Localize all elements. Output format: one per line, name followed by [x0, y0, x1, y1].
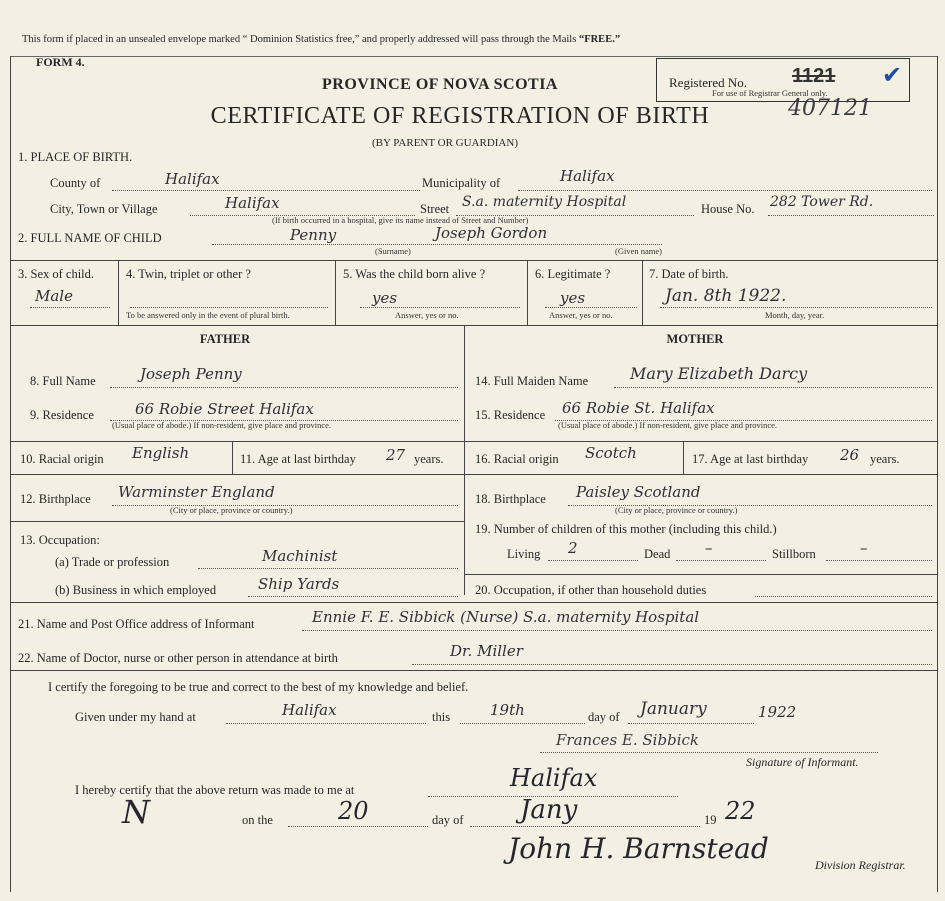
- registrar-general-note: For use of Registrar General only.: [712, 88, 828, 98]
- registered-no-label: Registered No.: [669, 75, 747, 90]
- mother-name-label: 14. Full Maiden Name: [475, 374, 589, 388]
- certify-text: I certify the foregoing to be true and correct to the best of my knowledge and belief.: [48, 680, 469, 694]
- trade-label: (a) Trade or profession: [55, 555, 170, 569]
- county-label: County of: [50, 176, 101, 190]
- hospital-note: (If birth occurred in a hospital, give its name instead of Street and Number): [272, 215, 529, 225]
- mother-birthplace-label: 18. Birthplace: [475, 492, 546, 506]
- father-birthplace-note: (City or place, province or country.): [170, 505, 293, 515]
- given-day-line: [460, 723, 585, 724]
- father-birthplace-value: Warminster England: [118, 483, 275, 501]
- registrar-day-line: [288, 826, 428, 827]
- municipality-line: [518, 190, 932, 191]
- registrar-month-value: Jany: [520, 795, 578, 825]
- child-name-label: 2. FULL NAME OF CHILD: [18, 231, 162, 245]
- registrar-place-value: Halifax: [510, 764, 598, 792]
- child-name-line: [212, 244, 662, 245]
- living-label: Living: [507, 547, 541, 561]
- doctor-line: [412, 664, 932, 665]
- place-of-birth-heading: 1. PLACE OF BIRTH.: [18, 150, 133, 164]
- row3-divider: [642, 260, 643, 325]
- trade-value: Machinist: [262, 547, 338, 565]
- row3-top-rule: [10, 260, 938, 261]
- business-line: [248, 596, 458, 597]
- child-surname: Penny: [290, 226, 337, 244]
- mother-racial-top: [464, 441, 938, 442]
- registrar-month-line: [470, 826, 700, 827]
- row3-divider: [118, 260, 119, 325]
- division-registrar-label: Division Registrar.: [815, 858, 906, 872]
- father-racial-top: [10, 441, 464, 442]
- father-racial-value: English: [132, 444, 190, 462]
- father-name-line: [110, 387, 458, 388]
- street-label: Street: [420, 202, 450, 216]
- sex-label: 3. Sex of child.: [18, 267, 95, 281]
- check-mark-icon: ✔: [882, 61, 903, 89]
- page-title: CERTIFICATE OF REGISTRATION OF BIRTH: [210, 103, 710, 129]
- born-alive-value: yes: [372, 289, 398, 307]
- mother-name-value: Mary Elizabeth Darcy: [630, 364, 808, 383]
- parents-divider: [464, 325, 465, 595]
- living-value: 2: [568, 539, 578, 557]
- registrar-year-prefix: 19: [704, 813, 717, 827]
- father-residence-value: 66 Robie Street Halifax: [135, 400, 314, 418]
- house-value: 282 Tower Rd.: [770, 194, 874, 210]
- date-of-birth-note: Month, day, year.: [765, 310, 825, 320]
- occupation-top-rule: [10, 521, 464, 522]
- trade-line: [198, 568, 458, 569]
- county-value: Halifax: [165, 170, 220, 188]
- occupation-mother-rule: [464, 574, 938, 575]
- top-rule: [10, 56, 938, 57]
- father-age-value: 27: [386, 446, 406, 464]
- mother-racial-bottom: [464, 474, 938, 475]
- mother-occupation-label: 20. Occupation, if other than household duties: [475, 583, 707, 597]
- page-subtitle: (BY PARENT OR GUARDIAN): [372, 137, 518, 149]
- informant-label: 21. Name and Post Office address of Informant: [18, 617, 255, 631]
- date-of-birth-line: [660, 307, 932, 308]
- city-value: Halifax: [225, 194, 280, 212]
- father-heading: FATHER: [199, 332, 251, 346]
- given-name-note: (Given name): [615, 246, 662, 256]
- dead-line: [676, 560, 766, 561]
- mother-racial-value: Scotch: [585, 444, 637, 462]
- father-residence-label: 9. Residence: [30, 408, 94, 422]
- stillborn-line: [826, 560, 932, 561]
- informant-signature-label: Signature of Informant.: [746, 755, 859, 769]
- mail-notice: This form if placed in an unsealed envelope marked “ Dominion Statistics free,” and properly addressed will pass through the Mails “FREE.”: [22, 34, 621, 45]
- date-of-birth-label: 7. Date of birth.: [649, 267, 729, 281]
- father-birthplace-label: 12. Birthplace: [20, 492, 91, 506]
- registrar-initials: N: [122, 793, 150, 831]
- father-racial-divider: [232, 441, 233, 474]
- this-label: this: [432, 710, 451, 724]
- business-label: (b) Business in which employed: [55, 583, 217, 597]
- mother-age-years: years.: [870, 452, 900, 466]
- father-racial-label: 10. Racial origin: [20, 452, 104, 466]
- certify-top-rule: [10, 670, 938, 671]
- mother-residence-label: 15. Residence: [475, 408, 546, 422]
- children-count-label: 19. Number of children of this mother (including this child.): [475, 522, 777, 536]
- row3-bottom-rule: [10, 325, 938, 326]
- city-label: City, Town or Village: [50, 202, 158, 216]
- mother-racial-divider: [683, 441, 684, 474]
- twin-note: To be answered only in the event of plural birth.: [126, 310, 290, 320]
- registrar-on-label: on the: [242, 813, 273, 827]
- given-year-value: 1922: [758, 703, 797, 721]
- registrar-day-value: 20: [338, 797, 369, 825]
- mother-birthplace-note: (City or place, province or country.): [615, 505, 738, 515]
- registrar-signature: John H. Barnstead: [508, 832, 769, 865]
- street-value: S.a. maternity Hospital: [462, 194, 627, 210]
- twin-line: [130, 307, 328, 308]
- born-alive-line: [360, 307, 520, 308]
- registered-no-struck: 1121: [792, 65, 836, 87]
- informant-signature: Frances E. Sibbick: [556, 731, 699, 749]
- row3-divider: [335, 260, 336, 325]
- mother-residence-note: (Usual place of abode.) If non-resident, give place and province.: [558, 420, 778, 430]
- given-day-value: 19th: [490, 701, 525, 719]
- twin-label: 4. Twin, triplet or other ?: [126, 267, 251, 281]
- mother-age-value: 26: [840, 446, 860, 464]
- stillborn-label: Stillborn: [772, 547, 816, 561]
- father-age-label: 11. Age at last birthday: [240, 452, 356, 466]
- form-number: FORM 4.: [36, 55, 85, 69]
- province-heading: PROVINCE OF NOVA SCOTIA: [322, 76, 558, 93]
- house-label: House No.: [701, 202, 755, 216]
- father-name-value: Joseph Penny: [140, 365, 242, 383]
- stillborn-value: –: [860, 539, 868, 557]
- dead-value: –: [705, 539, 713, 557]
- informant-value: Ennie F. E. Sibbick (Nurse) S.a. maternity Hospital: [312, 608, 700, 626]
- house-line: [768, 215, 934, 216]
- parents-bottom-rule: [10, 602, 938, 603]
- row3-divider: [527, 260, 528, 325]
- date-of-birth-value: Jan. 8th 1922.: [665, 286, 787, 306]
- mother-age-label: 17. Age at last birthday: [692, 452, 809, 466]
- mother-occupation-line: [755, 596, 932, 597]
- mother-heading: MOTHER: [666, 332, 724, 346]
- father-name-label: 8. Full Name: [30, 374, 96, 388]
- father-residence-note: (Usual place of abode.) If non-resident, give place and province.: [112, 420, 332, 430]
- doctor-value: Dr. Miller: [450, 642, 523, 660]
- informant-signature-line: [540, 752, 878, 753]
- surname-note: (Surname): [375, 246, 411, 256]
- given-month-value: January: [640, 699, 707, 719]
- father-racial-bottom: [10, 474, 464, 475]
- municipality-value: Halifax: [560, 167, 615, 185]
- registration-number: 407121: [788, 96, 872, 121]
- given-under-label: Given under my hand at: [75, 710, 196, 724]
- legitimate-note: Answer, yes or no.: [549, 310, 613, 320]
- dead-label: Dead: [644, 547, 671, 561]
- doctor-label: 22. Name of Doctor, nurse or other person in attendance at birth: [18, 651, 338, 665]
- given-month-line: [628, 723, 754, 724]
- registrar-year-value: 22: [725, 797, 756, 825]
- sex-value: Male: [35, 287, 73, 305]
- mother-residence-value: 66 Robie St. Halifax: [562, 399, 715, 417]
- given-dayof-label: day of: [588, 710, 620, 724]
- legitimate-value: yes: [560, 289, 586, 307]
- legitimate-label: 6. Legitimate ?: [535, 267, 611, 281]
- living-line: [548, 560, 638, 561]
- mother-racial-label: 16. Racial origin: [475, 452, 559, 466]
- mother-name-line: [614, 387, 932, 388]
- given-place-line: [226, 723, 426, 724]
- informant-line: [302, 630, 932, 631]
- county-line: [112, 190, 420, 191]
- mother-birthplace-value: Paisley Scotland: [576, 483, 701, 501]
- municipality-label: Municipality of: [422, 176, 501, 190]
- legitimate-line: [545, 307, 637, 308]
- business-value: Ship Yards: [258, 575, 340, 593]
- child-given-name: Joseph Gordon: [435, 224, 548, 242]
- born-alive-note: Answer, yes or no.: [395, 310, 459, 320]
- registrar-certify-text: I hereby certify that the above return was made to me at: [75, 783, 355, 797]
- sex-line: [30, 307, 110, 308]
- given-place-value: Halifax: [282, 701, 337, 719]
- registrar-dayof-label: day of: [432, 813, 464, 827]
- born-alive-label: 5. Was the child born alive ?: [343, 267, 486, 281]
- father-age-years: years.: [414, 452, 444, 466]
- occupation-heading: 13. Occupation:: [20, 533, 100, 547]
